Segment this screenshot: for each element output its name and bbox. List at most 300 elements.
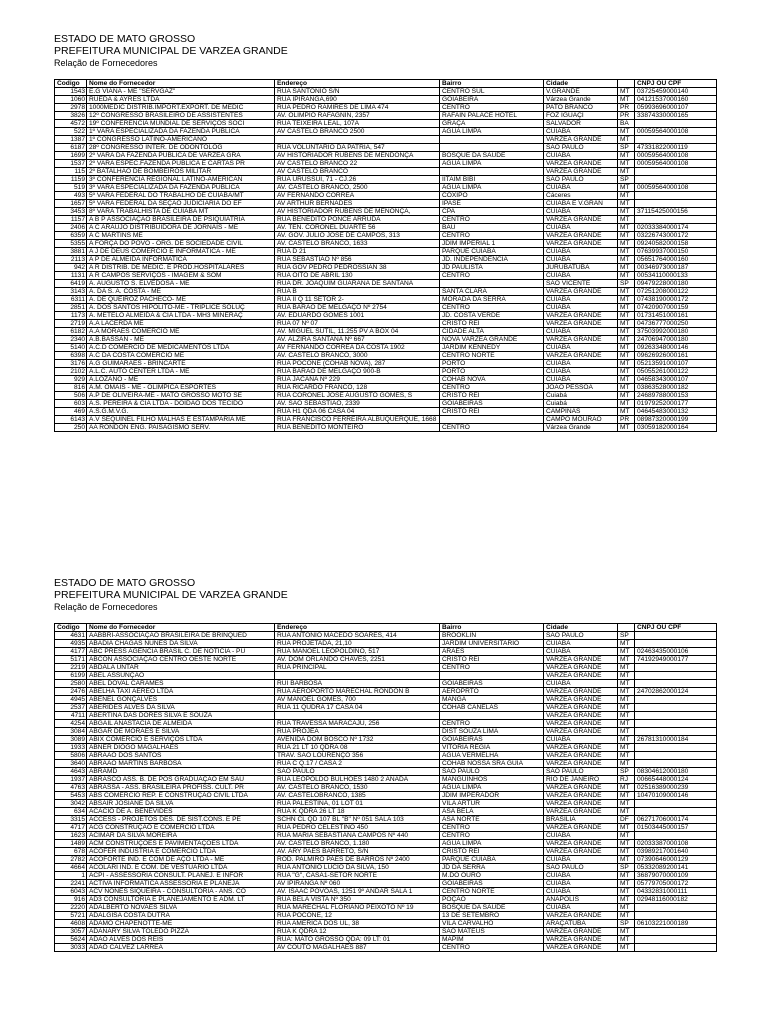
codigo-cell: 678	[55, 848, 87, 856]
state-cell: MT	[618, 744, 635, 752]
cnpj-cpf-cell: 00059564000108	[635, 184, 717, 192]
supplier-name-cell: ACCESS - PROJETOS DES. DE SIST.CONS. E PE	[87, 816, 275, 824]
address-cell: RUA MARECHAL FLORIANO PEIXOTO Nº 19	[275, 904, 440, 912]
state-cell: MT	[618, 128, 635, 136]
neighborhood-cell: VITORIA REGIA	[440, 744, 544, 752]
neighborhood-cell: MORADA DA SERRA	[440, 296, 544, 304]
table-row	[55, 120, 717, 128]
supplier-name-cell: ACG CONSTRUÇÃO E COMERCIO LTDA	[87, 824, 275, 832]
table-row	[55, 888, 717, 896]
neighborhood-cell: JD. COSTA VERDE	[440, 312, 544, 320]
address-cell: RUA BARAO DE MELGAÇO 900-B	[275, 368, 440, 376]
cnpj-cpf-cell: 01731451000161	[635, 312, 717, 320]
cnpj-cpf-cell	[635, 744, 717, 752]
city-cell: CUIABA	[544, 648, 618, 656]
table-row	[55, 400, 717, 408]
supplier-name-cell: 1º VARA ESPECIALIZADA DA FAZENDA PUBLICA	[87, 128, 275, 136]
neighborhood-cell: AGUA LIMPA	[440, 128, 544, 136]
supplier-name-cell: 8º VARA TRABALHISTA DE CUIABA MT	[87, 208, 275, 216]
table-row	[55, 360, 717, 368]
column-header: Endereço	[275, 624, 440, 632]
cnpj-cpf-cell: 00059564000108	[635, 128, 717, 136]
state-cell: MT	[618, 712, 635, 720]
state-cell: MT	[618, 760, 635, 768]
supplier-name-cell: A R DISTRIB. DE MEDIC. E PROD.HOSPITALARES	[87, 264, 275, 272]
supplier-name-cell: A.A LACERDA ME	[87, 320, 275, 328]
cnpj-cpf-cell	[635, 800, 717, 808]
state-cell: SP	[618, 864, 635, 872]
column-header: CNPJ OU CPF	[635, 80, 717, 88]
cnpj-cpf-cell: 05213591000107	[635, 360, 717, 368]
cnpj-cpf-cell: 33874330000165	[635, 112, 717, 120]
supplier-name-cell: ACTIVA INFORMATICA ASSESSORIA E PLANEJA	[87, 880, 275, 888]
state-cell: MT	[618, 888, 635, 896]
state-cell: SP	[618, 632, 635, 640]
table-row	[55, 736, 717, 744]
cnpj-cpf-cell: 09240582000158	[635, 240, 717, 248]
codigo-cell: 1157	[55, 216, 87, 224]
cnpj-cpf-cell: 04645483000132	[635, 408, 717, 416]
supplier-name-cell: A.LOZANO - ME	[87, 376, 275, 384]
address-cell: AV. MIGUEL SUTIL, 11.255 PV A BOX 04	[275, 328, 440, 336]
state-cell: MT	[618, 88, 635, 96]
neighborhood-cell: AGUA LIMPA	[440, 784, 544, 792]
state-title: ESTADO DE MATO GROSSO	[54, 33, 196, 45]
neighborhood-cell: VILA ARTUR	[440, 800, 544, 808]
state-cell: SP	[618, 176, 635, 184]
neighborhood-cell: AGUA LIMPA	[440, 184, 544, 192]
city-cell: VARZEA GRANDE	[544, 352, 618, 360]
supplier-name-cell: ABCON ASSOCIAÇÃO CENTRO OESTE NORTE	[87, 656, 275, 664]
codigo-cell: 4935	[55, 640, 87, 648]
state-cell: MT	[618, 360, 635, 368]
address-cell: RUA PEDRO RAMIRES DE LIMA 474	[275, 104, 440, 112]
table-row	[55, 112, 717, 120]
supplier-name-cell: ABEL DOVAL CARAMES	[87, 680, 275, 688]
neighborhood-cell: CENTRO NORTE	[440, 352, 544, 360]
address-cell: AV HISTORIADOR RUBENS DE MENONÇA,	[275, 208, 440, 216]
codigo-cell: 2113	[55, 256, 87, 264]
state-cell: MT	[618, 224, 635, 232]
city-cell: SALVADOR	[544, 120, 618, 128]
address-cell: RUA PALESTINA, 01 LOT 01	[275, 800, 440, 808]
codigo-cell: 1387	[55, 136, 87, 144]
city-cell: CUIABA	[544, 152, 618, 160]
table-row	[55, 896, 717, 904]
table-row	[55, 192, 717, 200]
cnpj-cpf-cell: 04736777000250	[635, 320, 717, 328]
neighborhood-cell: SAO MATEUS	[440, 928, 544, 936]
cnpj-cpf-cell: 26781310000184	[635, 736, 717, 744]
state-cell: MT	[618, 912, 635, 920]
address-cell: RUA PROJETADA, 21,10	[275, 640, 440, 648]
city-cell: VARZEA GRANDE	[544, 168, 618, 176]
address-cell: RUA FRANCISCO FERREIRA ALBUQUERQUE, 1668	[275, 416, 440, 424]
supplier-name-cell: ABELHA TAXI AEREO LTDA	[87, 688, 275, 696]
neighborhood-cell: COHAB NOSSA SRA GUIA	[440, 760, 544, 768]
city-cell: VARZEA GRANDE	[544, 848, 618, 856]
cnpj-cpf-cell: 08987320000199	[635, 416, 717, 424]
table-row	[55, 880, 717, 888]
table-row	[55, 224, 717, 232]
supplier-name-cell: A.G GUIMARAES - BRINCARTE	[87, 360, 275, 368]
neighborhood-cell: M.DO OURO	[440, 872, 544, 880]
supplier-name-cell: ADALBERTO NOVAES SILVA	[87, 904, 275, 912]
state-cell: MT	[618, 808, 635, 816]
neighborhood-cell: MANGUINHOS	[440, 776, 544, 784]
neighborhood-cell: CENTRO	[440, 720, 544, 728]
codigo-cell: 2782	[55, 856, 87, 864]
neighborhood-cell	[440, 136, 544, 144]
table-row	[55, 328, 717, 336]
state-cell: MT	[618, 640, 635, 648]
cnpj-cpf-cell	[635, 752, 717, 760]
table-row	[55, 184, 717, 192]
neighborhood-cell: GOIABEIRAS	[440, 680, 544, 688]
address-cell: AV. ALZIRA SANTANA Nº 667	[275, 336, 440, 344]
address-cell: TRAV. SAO LOURENÇO 356	[275, 752, 440, 760]
supplier-name-cell: ABADIA CHAGAS NUNES DA SILVA	[87, 640, 275, 648]
address-cell: AV. SAO SEBASTIAO, 2339	[275, 400, 440, 408]
state-cell: RJ	[618, 776, 635, 784]
state-cell: MT	[618, 688, 635, 696]
codigo-cell: 3315	[55, 816, 87, 824]
city-cell: CUIABA	[544, 256, 618, 264]
address-cell: RUA 07 Nº 07	[275, 320, 440, 328]
address-cell: AV COUTO MAGALHAES 887	[275, 944, 440, 952]
neighborhood-cell: PARQUE CUIABA	[440, 248, 544, 256]
supplier-name-cell: A.C DA COSTA COMERCIO ME	[87, 352, 275, 360]
neighborhood-cell: GOIABEIRAS	[440, 736, 544, 744]
neighborhood-cell: PORTO	[440, 368, 544, 376]
state-cell: MT	[618, 832, 635, 840]
city-cell: VARZEA GRANDE	[544, 312, 618, 320]
codigo-cell: 506	[55, 392, 87, 400]
table-row	[55, 768, 717, 776]
city-cell: CUIABA	[544, 880, 618, 888]
codigo-cell: 2340	[55, 336, 87, 344]
table-row	[55, 712, 717, 720]
cnpj-cpf-cell: 03226743000172	[635, 232, 717, 240]
city-cell: VARZEA GRANDE	[544, 672, 618, 680]
address-cell: AV. OLIMPIO RAFAGNIN, 2357	[275, 112, 440, 120]
supplier-name-cell: 3º CONFERENCIA REGIONAL LATINO-AMERICAN	[87, 176, 275, 184]
codigo-cell: 4763	[55, 784, 87, 792]
codigo-cell: 2219	[55, 664, 87, 672]
cnpj-cpf-cell: 09263348000146	[635, 344, 717, 352]
city-cell: CUIABA E V.GRAN	[544, 200, 618, 208]
cnpj-cpf-cell	[635, 640, 717, 648]
table-row	[55, 416, 717, 424]
neighborhood-cell	[440, 712, 544, 720]
address-cell: RUA IPIRANGA,690	[275, 96, 440, 104]
neighborhood-cell: MAPIM	[440, 936, 544, 944]
table-row	[55, 312, 717, 320]
city-cell: BRASILIA	[544, 816, 618, 824]
supplier-name-cell: A FORÇA DO POVO - ORG. DE SOCIEDADE CIVIL	[87, 240, 275, 248]
cnpj-cpf-cell: 04658343000107	[635, 376, 717, 384]
address-cell: RUA POCONE, 12	[275, 912, 440, 920]
cnpj-cpf-cell: 02516389000239	[635, 784, 717, 792]
supplier-name-cell: ABRASCO ASS. B. DE POS GRADUAÇÃO EM SAU	[87, 776, 275, 784]
address-cell: AVENIDA DOM BOSCO Nº 1732	[275, 736, 440, 744]
supplier-name-cell: ADAO ALVES DOS REIS	[87, 936, 275, 944]
codigo-cell: 6419	[55, 280, 87, 288]
state-cell: MT	[618, 96, 635, 104]
supplier-name-cell: ACIMAR DA SILVA MOREIRA	[87, 832, 275, 840]
address-cell: AV. TEN. CORONEL DUARTE 56	[275, 224, 440, 232]
table-row	[55, 272, 717, 280]
cnpj-cpf-cell: 07420907000159	[635, 304, 717, 312]
cnpj-cpf-cell: 06271706000174	[635, 816, 717, 824]
neighborhood-cell: CENTRO	[440, 104, 544, 112]
cnpj-cpf-cell: 37503992000180	[635, 328, 717, 336]
cnpj-cpf-cell	[635, 728, 717, 736]
codigo-cell: 6182	[55, 328, 87, 336]
table-row	[55, 664, 717, 672]
state-cell: MT	[618, 904, 635, 912]
codigo-cell: 5721	[55, 912, 87, 920]
supplier-name-cell: ACOFER INDUSTRIA E COMERCIO LTDA	[87, 848, 275, 856]
supplier-name-cell: A.S. PEREIRA & CIA LTDA - DOIDAO DOS TECIDO	[87, 400, 275, 408]
neighborhood-cell: JD DA SERRA	[440, 864, 544, 872]
address-cell: RUA SEBASTIAO Nº 856	[275, 256, 440, 264]
neighborhood-cell: JARDIM UNIVERSITARIO	[440, 640, 544, 648]
state-cell: MT	[618, 656, 635, 664]
table-row	[55, 288, 717, 296]
table-row	[55, 688, 717, 696]
codigo-cell: 3640	[55, 760, 87, 768]
address-cell: RUA K QDRA 12	[275, 928, 440, 936]
supplier-report-section-2	[54, 577, 716, 952]
address-cell: RUA SANTONIO S/N	[275, 88, 440, 96]
address-cell: AV. CASTELOBRANCO, 1385	[275, 792, 440, 800]
city-cell: VARZEA GRANDE	[544, 712, 618, 720]
city-cell: CUIABA	[544, 344, 618, 352]
address-cell: AV MANOEL GOMES, 700	[275, 696, 440, 704]
neighborhood-cell: JDIM IMPERIAL 1	[440, 240, 544, 248]
codigo-cell: 2537	[55, 704, 87, 712]
address-cell: RUA D 21	[275, 248, 440, 256]
address-cell: AV CASTELO BRANCO 2500	[275, 128, 440, 136]
city-cell: Cuiabá	[544, 400, 618, 408]
address-cell: RUA AEROPORTO MARECHAL RONDON B	[275, 688, 440, 696]
neighborhood-cell: CPA	[440, 208, 544, 216]
address-cell: AV. CASTELO BRANCO, 3000	[275, 352, 440, 360]
column-header: Endereço	[275, 80, 440, 88]
address-cell: AV IPIRANGA Nº 060	[275, 880, 440, 888]
city-cell: VARZEA GRANDE	[544, 752, 618, 760]
table-row	[55, 368, 717, 376]
address-cell: RUA K QDRA 26 LT 18	[275, 808, 440, 816]
cnpj-cpf-cell: 05055261000122	[635, 368, 717, 376]
city-cell: CUIABA	[544, 680, 618, 688]
supplier-name-cell: A C MARTINS ME	[87, 232, 275, 240]
codigo-cell: 4572	[55, 120, 87, 128]
table-row	[55, 848, 717, 856]
cnpj-cpf-cell: 08304612000180	[635, 768, 717, 776]
table-row	[55, 344, 717, 352]
codigo-cell: 6199	[55, 672, 87, 680]
cnpj-cpf-cell	[635, 936, 717, 944]
neighborhood-cell: ASA BELA	[440, 808, 544, 816]
table-header-row	[55, 80, 717, 88]
neighborhood-cell: CENTRO	[440, 272, 544, 280]
state-cell: MT	[618, 944, 635, 952]
state-cell: MT	[618, 928, 635, 936]
codigo-cell: 1933	[55, 744, 87, 752]
state-cell: SP	[618, 144, 635, 152]
table-row	[55, 96, 717, 104]
table-row	[55, 128, 717, 136]
table-row	[55, 824, 717, 832]
table-row	[55, 384, 717, 392]
state-cell: MT	[618, 800, 635, 808]
table-row	[55, 160, 717, 168]
neighborhood-cell	[440, 144, 544, 152]
codigo-cell: 5355	[55, 240, 87, 248]
cnpj-cpf-cell: 07251208000122	[635, 288, 717, 296]
supplier-name-cell: 28º CONGRESSO INTER. DE ODONTOLOG	[87, 144, 275, 152]
table-row	[55, 376, 717, 384]
codigo-cell: 3176	[55, 360, 87, 368]
cnpj-cpf-cell: 07390646000129	[635, 856, 717, 864]
address-cell: RUA MARIA SEBASTIANA CAMPOS Nº 440	[275, 832, 440, 840]
supplier-name-cell: ABERIDES ALVES DA SILVA	[87, 704, 275, 712]
neighborhood-cell: CRISTO REI	[440, 656, 544, 664]
table-row	[55, 352, 717, 360]
cnpj-cpf-cell: 02033384000174	[635, 224, 717, 232]
city-cell: CUIABA	[544, 272, 618, 280]
report-title: Relação de Fornecedores	[54, 58, 158, 68]
state-cell: MT	[618, 384, 635, 392]
supplier-name-cell: A.A MORAES COMERCIO ME	[87, 328, 275, 336]
address-cell: RUA POCONE (COHAB NOVA), 287	[275, 360, 440, 368]
city-cell: VARZEA GRANDE	[544, 688, 618, 696]
table-row	[55, 264, 717, 272]
state-cell: MT	[618, 696, 635, 704]
cnpj-cpf-cell: 05651764000160	[635, 256, 717, 264]
city-cell: VARZEA GRANDE	[544, 288, 618, 296]
cnpj-cpf-cell	[635, 944, 717, 952]
table-row	[55, 800, 717, 808]
codigo-cell: 1159	[55, 176, 87, 184]
state-cell: MT	[618, 368, 635, 376]
address-cell	[275, 672, 440, 680]
city-cell: VARZEA GRANDE	[544, 320, 618, 328]
neighborhood-cell: PORTO	[440, 360, 544, 368]
table-row	[55, 632, 717, 640]
cnpj-cpf-cell: 36879070000109	[635, 872, 717, 880]
address-cell: AV HISTORIADOR RUBENS DE MENDONÇA	[275, 152, 440, 160]
neighborhood-cell: DIST SOUZA LIMA	[440, 728, 544, 736]
city-cell: VARZEA GRANDE	[544, 704, 618, 712]
city-cell: CUIABA	[544, 328, 618, 336]
state-cell: SP	[618, 920, 635, 928]
table-row	[55, 832, 717, 840]
state-cell: MT	[618, 296, 635, 304]
city-cell: CUIABA	[544, 832, 618, 840]
city-cell: CUIABA	[544, 296, 618, 304]
state-cell: PR	[618, 112, 635, 120]
table-row	[55, 104, 717, 112]
table-row	[55, 336, 717, 344]
cnpj-cpf-cell: 24702862000124	[635, 688, 717, 696]
codigo-cell: 1060	[55, 96, 87, 104]
supplier-table	[54, 79, 717, 432]
city-cell: FOZ IGUAÇI	[544, 112, 618, 120]
cnpj-cpf-cell: 03725459000140	[635, 88, 717, 96]
city-cell: VARZEA GRANDE	[544, 728, 618, 736]
table-row	[55, 872, 717, 880]
address-cell: RUA: MATO GROSSO QDA: 09 LT: 01	[275, 936, 440, 944]
supplier-name-cell: A.M. OMAIS - ME - OLIMPICA ESPORTES	[87, 384, 275, 392]
table-row	[55, 136, 717, 144]
codigo-cell: 6187	[55, 144, 87, 152]
state-cell: SP	[618, 768, 635, 776]
codigo-cell: 3089	[55, 736, 87, 744]
table-row	[55, 144, 717, 152]
state-cell: MT	[618, 872, 635, 880]
city-cell: CUIABA	[544, 376, 618, 384]
state-cell: MT	[618, 336, 635, 344]
codigo-cell: 2102	[55, 368, 87, 376]
city-cell: CUIABA	[544, 304, 618, 312]
cnpj-cpf-cell: 24689788000153	[635, 392, 717, 400]
address-cell: RUA AMERICA DOS UL, 38	[275, 920, 440, 928]
codigo-cell: 4711	[55, 712, 87, 720]
address-cell: RUA JACANA Nº 229	[275, 376, 440, 384]
codigo-cell: 5171	[55, 656, 87, 664]
codigo-cell: 2978	[55, 104, 87, 112]
cnpj-cpf-cell	[635, 664, 717, 672]
table-row	[55, 304, 717, 312]
city-cell: V.GRANDE	[544, 88, 618, 96]
city-cell: VARZEA GRANDE	[544, 136, 618, 144]
column-header: CNPJ OU CPF	[635, 624, 717, 632]
table-row	[55, 296, 717, 304]
cnpj-cpf-cell	[635, 696, 717, 704]
supplier-name-cell: ADANARY SILVA TOLEDO PIZZA	[87, 928, 275, 936]
cnpj-cpf-cell: 02948116000182	[635, 896, 717, 904]
supplier-name-cell: ABGAIL ANASTACIA DE ALMEIDA	[87, 720, 275, 728]
table-row	[55, 856, 717, 864]
cnpj-cpf-cell	[635, 928, 717, 936]
address-cell: AV ARTHUR BERNADES	[275, 200, 440, 208]
table-header-row	[55, 624, 717, 632]
table-row	[55, 704, 717, 712]
cnpj-cpf-cell	[635, 712, 717, 720]
neighborhood-cell: BOSQUE DA SAUDE	[440, 152, 544, 160]
supplier-name-cell: ABRAMD	[87, 768, 275, 776]
supplier-name-cell: ABRAAO DOS SANTOS	[87, 752, 275, 760]
city-cell: Várzea Grande	[544, 96, 618, 104]
supplier-name-cell: ABERTINA DAS DORES SILVA E SOUZA	[87, 712, 275, 720]
state-cell: MT	[618, 752, 635, 760]
cnpj-cpf-cell: 02033387000108	[635, 840, 717, 848]
neighborhood-cell: AGUA LIMPA	[440, 160, 544, 168]
codigo-cell: 4945	[55, 696, 87, 704]
cnpj-cpf-cell: 02463435000106	[635, 648, 717, 656]
neighborhood-cell	[440, 416, 544, 424]
codigo-cell: 6143	[55, 416, 87, 424]
address-cell: RUA TRAVESSA MARACAJU, 256	[275, 720, 440, 728]
codigo-cell: 1173	[55, 312, 87, 320]
address-cell: RUA "G", CASA1-SETOR NORTE	[275, 872, 440, 880]
address-cell: RUA URUSSUI, 71 - CJ.26	[275, 176, 440, 184]
state-cell: MT	[618, 168, 635, 176]
codigo-cell: 3084	[55, 728, 87, 736]
